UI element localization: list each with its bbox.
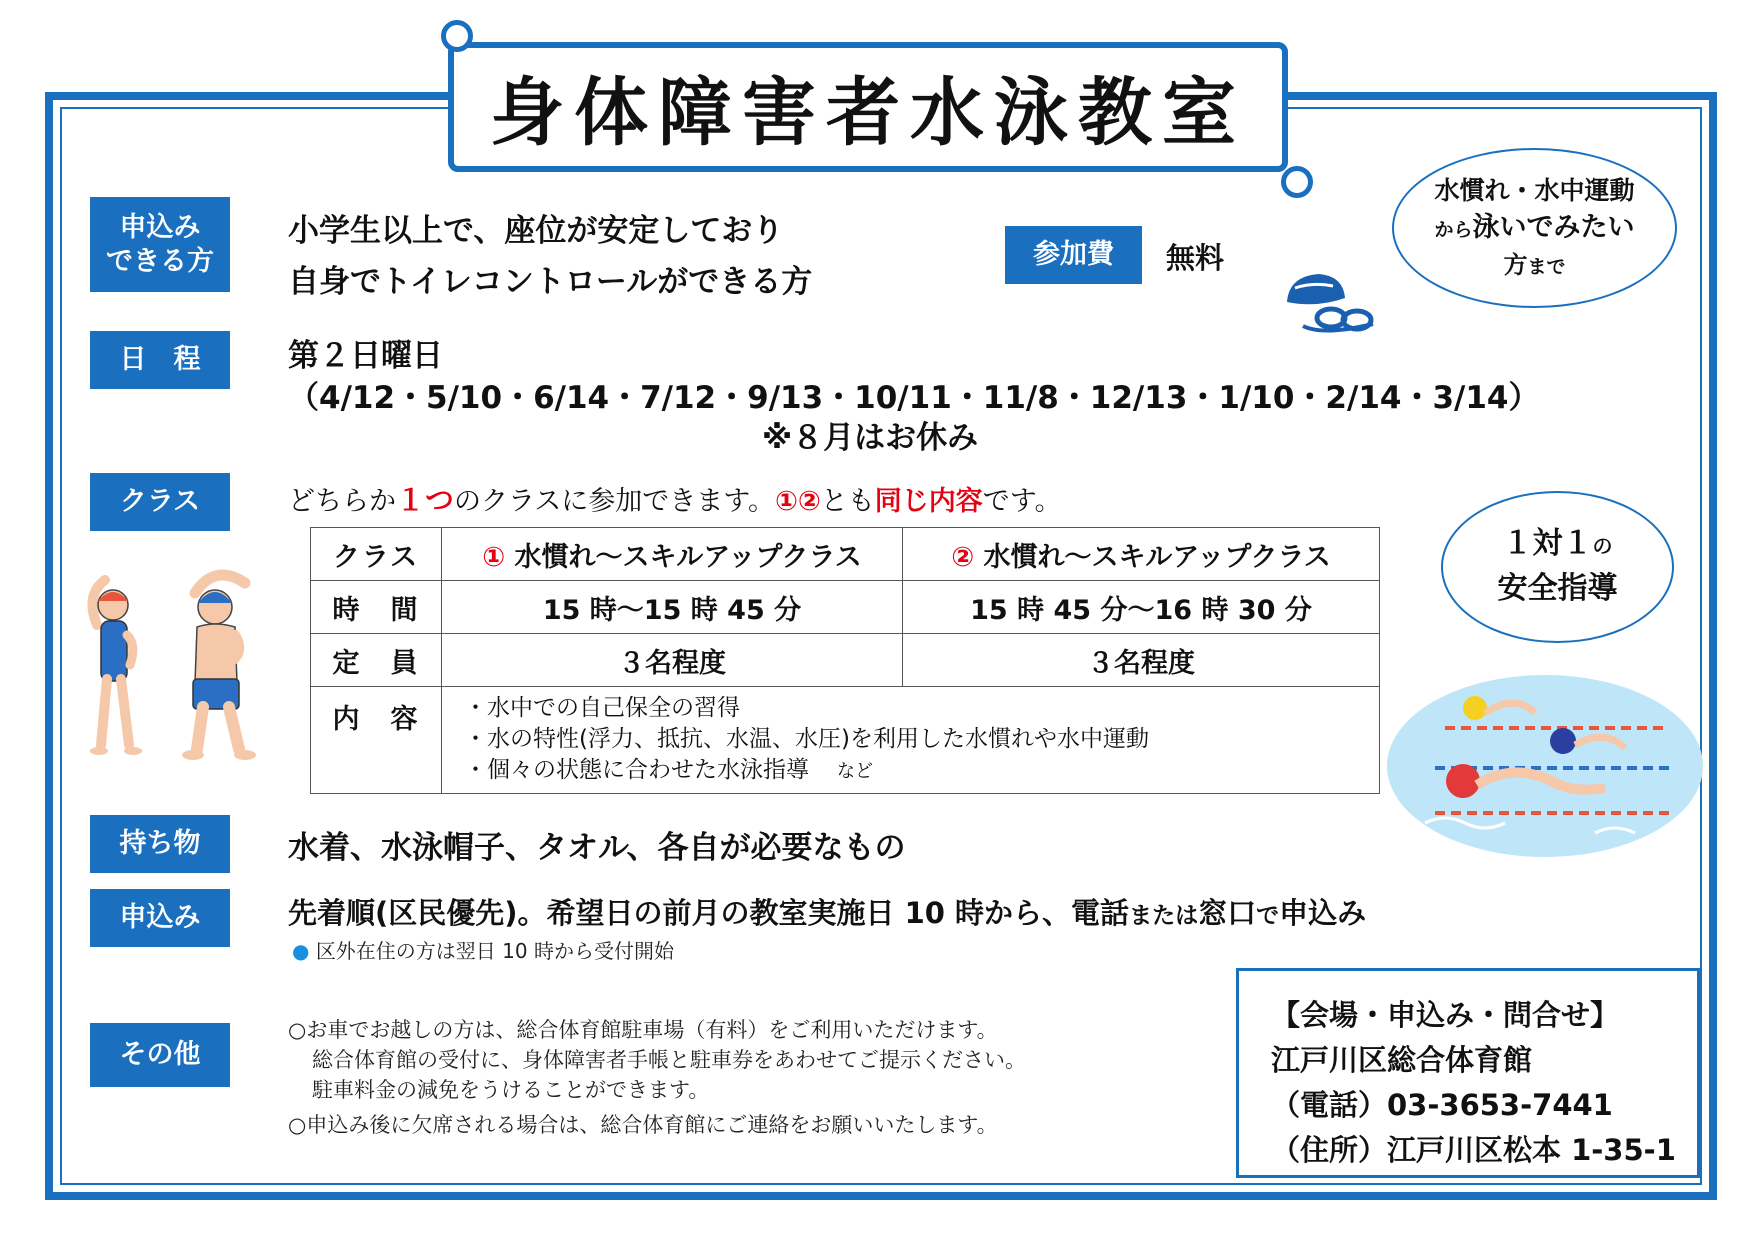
bubble-range-up-to: まで: [1527, 256, 1566, 278]
belongings-text: 水着、水泳帽子、タオル、各自が必要なもの: [288, 830, 906, 866]
bubble-range-from: から: [1434, 219, 1473, 241]
content-item: [464, 755, 1379, 787]
table-row: [311, 581, 1380, 634]
table-time-label: 時 間: [311, 581, 442, 634]
application-text-apply: 申込み: [1279, 896, 1367, 930]
eligibility-label: 申込み できる方: [90, 197, 230, 292]
table-header-class-1: [442, 528, 903, 581]
venue-name: 江戸川区総合体育館: [1271, 1043, 1533, 1077]
bubble-range-line-2: [1434, 210, 1634, 249]
schedule-august-note: ※８月はお休み: [762, 420, 979, 456]
belongings-label: 持ち物: [90, 815, 230, 873]
table-row: [311, 687, 1380, 794]
application-text-window: 窓口: [1198, 896, 1257, 930]
table-header-class: クラス: [311, 528, 442, 581]
bullet-dot-icon: ●: [292, 939, 310, 963]
bubble-range-people: 方: [1503, 251, 1528, 279]
class-intro-one: １つ: [396, 483, 455, 517]
table-capacity-label: 定 員: [311, 634, 442, 687]
class-intro: [288, 478, 1062, 519]
application-note-text: 区外在住の方は翌日 10 時から受付開始: [315, 939, 674, 963]
class-2-name: 水慣れ～スキルアップクラス: [974, 541, 1331, 573]
eligibility-line-2: 自身でトイレコントロールができる方: [288, 264, 813, 300]
other-label: その他: [90, 1023, 230, 1087]
stretching-swimmers-illustration: [75, 565, 300, 770]
class-1-name: 水慣れ～スキルアップクラス: [505, 541, 862, 573]
eligibility-line-1: 小学生以上で、座位が安定しており: [288, 213, 784, 249]
table-time-class-2: 15 時 45 分～16 時 30 分: [903, 581, 1380, 634]
class-1-number: ①: [482, 541, 506, 573]
other-note-2: ○申込み後に欠席される場合は、総合体育館にご連絡をお願いいたします。: [288, 1113, 998, 1137]
class-intro-mid: のクラスに参加できます。: [454, 486, 776, 517]
application-text-or: または: [1129, 903, 1199, 929]
bubble-one-particle: の: [1592, 534, 1613, 558]
table-row: [311, 634, 1380, 687]
page-title: 身体障害者水泳教室: [490, 70, 1246, 156]
venue-phone: （電話）03-3653-7441: [1271, 1088, 1613, 1122]
content-item-text: ・個々の状態に合わせた水泳指導: [464, 757, 809, 783]
table-content-label: 内 容: [311, 687, 442, 794]
swim-cap-goggles-icon: [1283, 268, 1383, 340]
bubble-one-line-2: 安全指導: [1497, 571, 1618, 606]
table-time-class-1: 15 時～15 時 45 分: [442, 581, 903, 634]
bubble-one-ratio: １対１: [1502, 526, 1593, 561]
schedule-label: 日 程: [90, 331, 230, 389]
class-intro-same: 同じ内容: [874, 486, 983, 517]
table-capacity-class-1: ３名程度: [442, 634, 903, 687]
class-intro-mid2: とも: [820, 486, 875, 517]
fee-label: 参加費: [1005, 226, 1142, 284]
class-2-number: ②: [951, 541, 975, 573]
scroll-curl-left: [441, 20, 473, 52]
venue-contact-box: [1236, 968, 1700, 1178]
feature-bubble-range: [1392, 148, 1677, 308]
table-content-cell: [442, 687, 1380, 794]
scroll-curl-right: [1281, 166, 1313, 198]
title-banner: [448, 42, 1288, 172]
table-row: [311, 528, 1380, 581]
schedule-dates: （4/12・5/10・6/14・7/12・9/13・10/11・11/8・12/13・1/10・2/14・3/14）: [288, 380, 1540, 416]
table-capacity-class-2: ３名程度: [903, 634, 1380, 687]
content-item: ・水の特性(浮力、抵抗、水温、水圧)を利用した水慣れや水中運動: [464, 726, 1149, 752]
application-text-de: で: [1256, 903, 1280, 929]
table-header-class-2: [903, 528, 1380, 581]
application-text: [288, 891, 1366, 932]
bubble-range-line-3: [1503, 249, 1565, 284]
other-note-1-line-2: 総合体育館の受付に、身体障害者手帳と駐車券をあわせてご提示ください。: [312, 1048, 1026, 1072]
content-item: ・水中での自己保全の習得: [464, 695, 740, 721]
swimming-pool-illustration: [1385, 673, 1705, 859]
application-label: 申込み: [90, 889, 230, 947]
fee-value: 無料: [1166, 241, 1225, 275]
venue-heading: 【会場・申込み・問合せ】: [1271, 998, 1620, 1032]
venue-address: （住所）江戸川区松本 1-35-1: [1271, 1133, 1676, 1167]
class-intro-post: です。: [982, 486, 1062, 517]
bubble-range-line-1: 水慣れ・水中運動: [1434, 176, 1635, 205]
bubble-one-line-1: [1503, 524, 1613, 568]
bubble-range-swim: 泳いでみたい: [1472, 212, 1635, 243]
application-note: [292, 936, 674, 967]
application-text-main: 先着順(区民優先)。希望日の前月の教室実施日 10 時から、電話: [288, 896, 1130, 930]
other-note-1-line-3: 駐車料金の減免をうけることができます。: [312, 1078, 710, 1102]
content-item-etc: など: [837, 761, 873, 782]
schedule-day: 第２日曜日: [288, 338, 443, 374]
class-label: クラス: [90, 473, 230, 531]
other-note-1-line-1: ○お車でお越しの方は、総合体育館駐車場（有料）をご利用いただけます。: [288, 1018, 998, 1042]
class-intro-both: ①②: [775, 486, 821, 517]
class-table: [310, 527, 1380, 794]
class-intro-pre: どちらか: [288, 486, 396, 517]
feature-bubble-one-on-one: [1441, 491, 1674, 643]
